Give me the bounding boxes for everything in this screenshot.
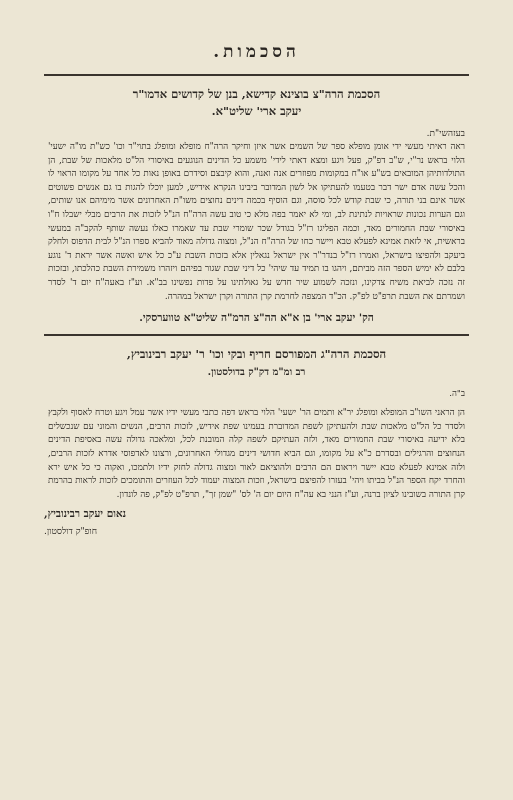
approval1-heading-line2: יעקב ארי' שליט"א. [211,104,302,118]
approval1-heading [44,86,469,120]
approval2-stamp: חופ"ק דולסטון. [44,527,98,538]
section-divider [44,334,469,336]
approval1-body: ראה ראיתי מעשי ידי אומן מופלא ספר של השמים אשר איזן וחיקר הרה"ח מופלא ומופלג בתוי"ר וכו' כש"ת מו"ה ישעי' הלוי בראש נר"י, ש"ב דפ"ק, פעל ויגע ומצא דאתי לידי' משמע כל הדינים הנוגעים באיסורי הל"ט מלאכות של שבת, הן התולדותיהן המובאים בש"ע או"ח במקומות מפוזרים אנה ואנה, והוא קיבצם וסידרם באופן נאות כל אחד על מקומו הראוי לו והכל עשה אדם ישר דבר בטעמו להעתיקו אל לשון המדובר ביבינו הנקרא אידיש, למען יוכלו להגות בו גם אנשים פשוטים אשר אינם בני תורה, כי שבת קודש לכל סוסה, וגם הוסיף בכמה דינים נחוצים משו"ת האחרונים אשר מימיהם אנו שותים, וגם הערות נכונות שראויות לנתינת לב, ומי לא יאמר בפה מלא כי טוב עשה הרה"ח הנ"ל לזכות את הרבים מבלי ישבלו ח"ו באיסורי שבת החמורים מאד, וכמה הפליגו רז"ל בגודל שכר שומרי שבת עד שאמרו כאלו נעשה שותף להקב"ה במעשי בראשית, אי לזאת אמינא לפעלא טבא ויישר כחו של הרה"ח הנ"ל, ומצוה גדולה מאוד להביא ספרו הנ"ל לבית הדפוס ולחלק ביעקב ולהפיצו בישראל, ואמרו רז"ל בנדר"ר אין ישראל נגאלין אלא בזכות השבת ע"כ כל איש ואשה אשר יראת ד' נוגע בלבם לא ימיש הספר הזה מביתם, ויהגו בו תמיד עד שיהי' כל דיני שבת שגור בפיהם ויזהרו משמירת השבת כהלכתו, ובזכות זה נזכה לביאת משיח צדקינו, ונזכה לשמוע שיר חדש על גאולתינו על פדות נפשינו בב"א. וע"ז באעה"ח יום ד' לסדר ושמרתם את השבת תרפ"ט לפ"ק. הכ"ד המצפה לחרמת קרן התורה וקרן ישראל במהרה. [48,142,465,302]
approval2-opener: ב"ה. [449,389,465,400]
approval2-heading: הסכמת הרה"ג המפורסם חריף ובקי וכו' ר' יעקב רבינוביץ, [126,347,387,362]
title-divider [44,74,469,76]
document-title: הסכמות. [213,42,300,62]
approval2-signature: נאום יעקב רבינוביץ, [44,508,127,521]
approval1-opener: בעזהשי"ת. [426,129,465,139]
approval2-body: הן הראני השו"ב המופלא ומופלג יר"א ותמים הר' ישעי' הלוי בראש דפה כתבי מעשי ידיו אשר עמל ויגע וטרח לאסוף ולקבץ ולסדר כל הל"ט מלאכות שבת ולהעתיקן לשפת המדוברת בעמינו שפת אידיש, לזכות הרבים, הנשים והמוני עם שנכשלים בלא ידיעה באיסורי שבת החמורים מאד, ולזה העתיקם לשפה קלה המובנת לכל, ומלאכה גדולה עשה באסיפת הדינים הנחוצים והרגילים ובסדרם כ"א על מקומו, וגם הביא חדושי דינים מגדולי האחרונים, ורצונו לאדפוסי אדרא לזכות הרבים, ולזה אמינא לפעלא טבא יישר ויראום הם הרבים ולהוציאם לאור ומצוה גדולה לחזק ידיו ולתמכו, ואקוה כי כל איש ירא והחרד יקח הספר הנ"ל בביתו ויהי' בעזרו להפיצם בישראל, וזכות המצוה יעמוד לכל העוזרים והתומכים לזכות לראות בהרמת קרן התורה בשובינו לציון ברנה, וע"ז הנני בא עה"ח היום יום ה' לס' "שמן זך", תרפ"ט לפ"ק, פה לונדון. [48,408,465,500]
approval-section-1 [44,86,469,324]
approval2-subheading: רב ומ"מ דק"ק בדולסטון. [207,367,306,379]
approval1-heading-line1: הסכמת הרה"צ בוצינא קדישא, בנן של קדושים אדמו"ר [132,87,381,101]
approval1-signature: הק' יעקב ארי' בן א"א הה"צ הרמ"ה שליט"א טווערסקי. [139,312,374,325]
approval-section-2 [44,346,469,537]
